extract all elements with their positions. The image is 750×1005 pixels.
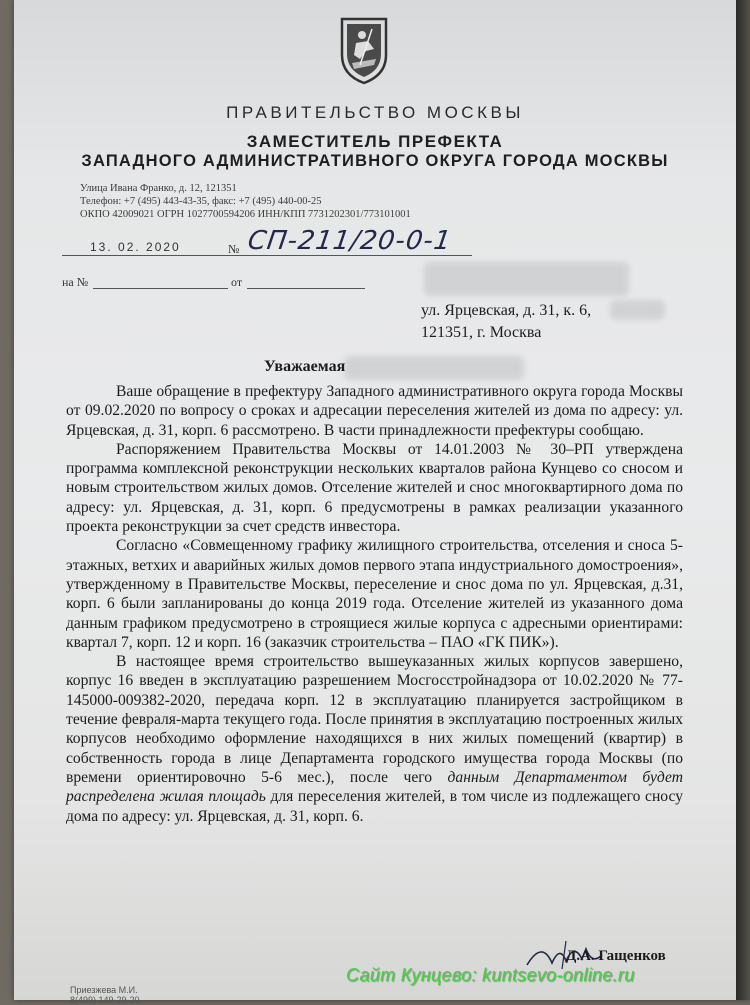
paragraph-4-emphasis: данным Департаментом будет распределена жилая площадь (66, 768, 683, 806)
paragraph-4 (66, 652, 683, 826)
contact-address: Улица Ивана Франко, д. 12, 121351 (80, 183, 237, 194)
district-title: ЗАПАДНОГО АДМИНИСТРАТИВНОГО ОКРУГА ГОРОДА МОСКВЫ (81, 152, 669, 170)
paragraph-3: Согласно «Совмещенному графику жилищного строительства, отселения и сноса 5-этажных, ветхих и аварийных жилых домов первого этапа индустриального домостроения», утвержденному в Правительстве Москвы, переселение и снос дома по ул. Ярцевская, д.31, корп. 6 были запланированы до конца 2019 года. Отселение жителей из указанного дома данным графиком предусмотрено в строящиеся жилые корпуса с адресными ориентирами: квартал 7, корп. 12 и корп. 16 (заказчик строительства – ПАО «ГК ПИК»). (66, 537, 683, 651)
paragraph-4-text-b: для переселения жителей, в том числе из подлежащего сносу дома по адресу: ул. Ярцевская, д. 31, корп. 6. (66, 788, 683, 825)
reference-number-line (93, 288, 228, 289)
site-watermark: Сайт Кунцево: kuntsevo-online.ru (346, 965, 635, 985)
reference-from-label: от (231, 275, 243, 289)
address-line-2: 121351, г. Москва (421, 324, 542, 341)
registration-number-label: № (228, 242, 240, 256)
moscow-coat-of-arms-icon (338, 15, 390, 85)
paragraph-4-text-a: В настоящее время строительство вышеуказанных жилых корпусов завершено, корпус 16 введен в эксплуатацию разрешением Мосгосстройнадзора от 10.02.2020 № 77-145000-009382-2020, передача корп. 12 в эксплуатацию планируется застройщиком в течение февраля-марта текущего года. После принятия в эксплуатацию построенных жилых корпусов необходимо оформление находящихся в них жилых помещений (квартир) в собственность города в лице Департамента городского имущества города Москвы (по времени ориентировочно 5-6 мес.), после чего (66, 653, 683, 786)
greeting: Уважаемая (264, 358, 346, 375)
reference-label: на № (62, 275, 89, 289)
signer-name: Д.А. Гащенков (566, 948, 666, 964)
redacted-recipient-name (424, 262, 629, 296)
executor-phone: 8(499) 149-29-20 (70, 995, 140, 1005)
contact-codes: ОКПО 42009021 ОГРН 1027700594206 ИНН/КПП 7731202301/773101001 (80, 209, 411, 220)
letterhead-contacts (80, 182, 411, 221)
registration-number: СП-211/20-0-1 (245, 226, 454, 256)
government-title: ПРАВИТЕЛЬСТВО МОСКВЫ (226, 103, 524, 122)
letter-body (66, 382, 683, 826)
contact-phone: Телефон: +7 (495) 443-43-35, факс: +7 (495) 440-00-25 (80, 196, 322, 207)
registration-date: 13. 02. 2020 (90, 240, 181, 254)
address-line-1: ул. Ярцевская, д. 31, к. 6, (421, 302, 592, 319)
recipient-address (421, 300, 591, 344)
deputy-prefect-title: ЗАМЕСТИТЕЛЬ ПРЕФЕКТА (246, 132, 504, 151)
paragraph-1: Ваше обращение в префектуру Западного административного округа города Москвы от 09.02.2020 по вопросу о сроках и адресации переселения жителей из дома по адресу: ул. Ярцевская, д. 31, корп. 6 рассмотрено. В части принадлежности префектуры сообщаю. (66, 383, 683, 439)
redacted-addressee (344, 356, 524, 380)
paragraph-2: Распоряжением Правительства Москвы от 14.01.2003 № 30–РП утверждена программа комплексной реконструкции нескольких кварталов района Кунцево со сносом и новым строительством жилых домов. Отселение жителей и снос многоквартирного дома по адресу: ул. Ярцевская, д. 31, корп. 6 предусмотрены в рамках реализации указанного проекта реконструкции за счет средств инвестора. (66, 440, 683, 536)
redacted-apartment (610, 300, 665, 320)
executor-name: Приезжева М.И. (70, 985, 138, 995)
executor-info (70, 985, 140, 1005)
reference-date-line (247, 288, 365, 289)
